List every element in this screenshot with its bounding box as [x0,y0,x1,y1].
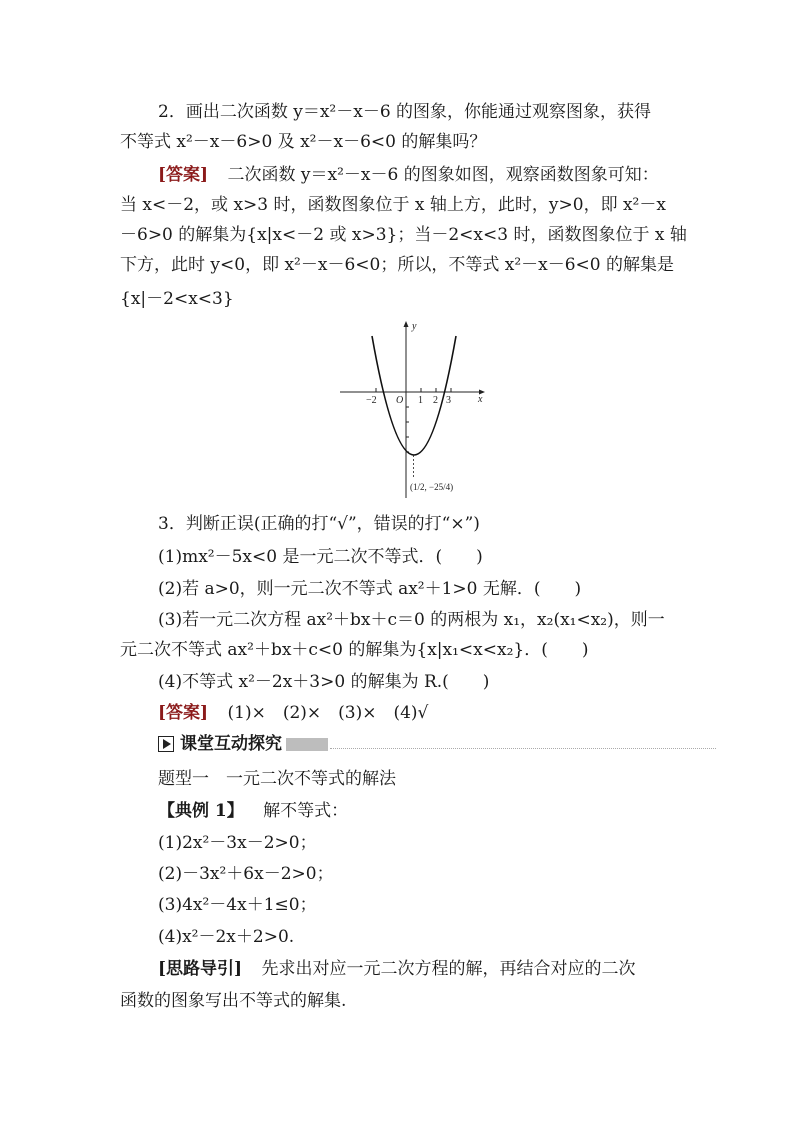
origin-label: O [396,395,404,406]
section-dotted-rule [330,748,716,749]
answer-2-line-5: {x|－2<x<3} [120,289,234,309]
x-axis-label: x [478,394,483,405]
y-axis-label: y [412,321,417,332]
answer-2-line-1 [158,164,659,186]
example-1-part-4: (4)x²－2x＋2>0. [158,927,295,947]
answer-tag: [答案] [158,165,209,185]
tick-label-3: 3 [446,395,451,406]
example-tag: 【典例 1】 [158,801,244,821]
answer-tag: [答案] [158,703,209,723]
question-3-item-4: (4)不等式 x²－2x＋3>0 的解集为 R.( ) [158,672,490,692]
parabola-graph [338,318,488,503]
question-3-item-3-line-2: 元二次不等式 ax²＋bx＋c<0 的解集为{x|x₁<x<x₂}．( ) [120,640,589,660]
section-title: 课堂互动探究 [180,734,282,754]
tick-label-neg2: −2 [366,395,377,406]
example-1-part-2: (2)－3x²＋6x－2>0； [158,864,334,884]
example-prompt: 解不等式： [263,801,349,821]
question-3-item-1: (1)mx²－5x<0 是一元二次不等式．( ) [158,547,483,567]
section-decor-block [286,738,328,751]
example-1-part-3: (3)4x²－4x＋1≤0； [158,895,317,915]
vertex-label: (1/2, −25/4) [410,482,454,492]
example-1-line [158,800,348,822]
guide-text: 先求出对应一元二次方程的解，再结合对应的二次 [261,959,636,979]
answer-2-line-2: 当 x<－2，或 x>3 时，函数图象位于 x 轴上方，此时，y>0，即 x²－x [120,195,666,215]
answer-2-text: 二次函数 y＝x²－x－6 的图象如图，观察函数图象可知： [227,165,659,185]
answer-3-line [158,702,428,724]
question-3-item-2: (2)若 a>0，则一元二次不等式 ax²＋1>0 无解．( ) [158,579,582,599]
answer-2-line-3: －6>0 的解集为{x|x<－2 或 x>3}；当－2<x<3 时，函数图象位于 x 轴 [120,225,687,245]
guide-line-2: 函数的图象写出不等式的解集. [120,991,347,1011]
y-axis-arrow [404,321,409,327]
question-2-line-2: 不等式 x²－x－6>0 及 x²－x－6<0 的解集吗？ [120,132,487,152]
question-3-title: 3．判断正误(正确的打“√”，错误的打“×”) [158,514,480,534]
answer-2-line-4: 下方，此时 y<0，即 x²－x－6<0；所以，不等式 x²－x－6<0 的解集是 [120,255,675,275]
play-arrow-icon [158,736,174,752]
example-1-part-1: (1)2x²－3x－2>0； [158,833,317,853]
guide-tag: [思路导引] [158,959,243,979]
guide-line-1 [158,958,636,980]
tick-label-1: 1 [418,395,423,406]
parabola-curve [372,336,456,455]
question-2-line-1: 2．画出二次函数 y＝x²－x－6 的图象，你能通过观察图象，获得 [158,102,652,122]
question-3-item-3-line-1: (3)若一元二次方程 ax²＋bx＋c＝0 的两根为 x₁，x₂(x₁<x₂)，则一 [158,610,665,630]
section-header [158,733,716,755]
answer-3-text: (1)× (2)× (3)× (4)√ [227,703,429,723]
tick-label-2: 2 [433,395,438,406]
type-1-title: 题型一 一元二次不等式的解法 [158,769,396,789]
